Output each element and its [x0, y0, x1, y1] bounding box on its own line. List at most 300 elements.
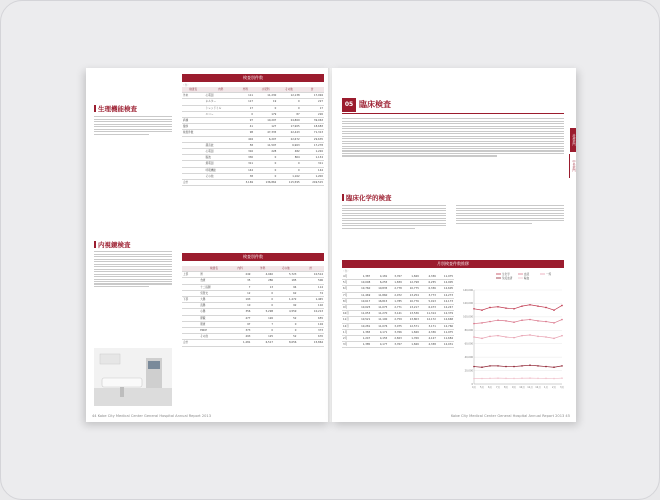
column-header: 外科 [251, 266, 274, 272]
data-point [529, 334, 531, 336]
table-cell: 71,313 [301, 130, 324, 136]
column-header: 内科 [229, 266, 252, 272]
y-tick-label: 20,000 [464, 369, 473, 373]
data-point [481, 309, 483, 311]
table-cell: 3,767 [388, 342, 403, 348]
table-cell: 1,272 [274, 297, 297, 303]
table-cell: 2,759 [388, 317, 403, 323]
column-header: 小児科 [254, 87, 277, 93]
table-cell: 1月 [342, 329, 354, 335]
table-cell: 1,226 [301, 149, 324, 155]
table-cell: 87 [277, 111, 300, 117]
table-cell: 5,013 [420, 298, 437, 304]
monthly-line-chart [458, 270, 566, 396]
table-cell: 115,595 [277, 180, 300, 186]
table-cell: 4,338 [420, 342, 437, 348]
table-cell: 6,207 [254, 136, 277, 142]
table-cell: 404 [237, 136, 254, 142]
table1-unit: （件） [182, 84, 190, 87]
section-number-badge: 05 [342, 98, 356, 112]
column-header: 外科 [237, 87, 254, 93]
table-cell: 10,008 [354, 280, 371, 286]
table-cell: 1,385 [354, 342, 371, 348]
table-cell: 0 [251, 303, 274, 309]
table-cell: 11,469 [354, 292, 371, 298]
table-cell: 506 [297, 278, 324, 284]
data-point [553, 366, 555, 368]
monthly-section-title: 月別検査件数推移 [342, 260, 564, 268]
column-header: 内科 [205, 87, 237, 93]
data-point [473, 378, 475, 380]
table-cell: 12,905 [437, 280, 454, 286]
table-cell: 136,862 [254, 180, 277, 186]
table-cell: 0 [254, 155, 277, 161]
table-cell: 373 [229, 328, 252, 334]
table-cell: 11,314 [420, 311, 437, 317]
table-cell: 食道 [199, 278, 229, 284]
table-cell: 311 [301, 161, 324, 167]
x-tick-label: 4月 [472, 386, 476, 389]
x-tick-label: 6月 [488, 386, 492, 389]
data-point [513, 337, 515, 339]
table-cell: 493 [229, 334, 252, 340]
table-cell: 0 [237, 111, 254, 117]
data-point [481, 366, 483, 368]
data-point [497, 306, 499, 308]
table-cell: 4,940 [251, 272, 274, 278]
table-cell: 2,823 [388, 336, 403, 342]
table-cell: 6,517 [251, 340, 274, 346]
table-cell: 10月 [342, 311, 354, 317]
x-tick-label: 5月 [480, 386, 484, 389]
table-cell: 0 [251, 328, 274, 334]
x-tick-label: 11月 [527, 386, 533, 389]
table-cell: 97 [229, 321, 252, 327]
table-cell: 12,247 [437, 305, 454, 311]
table-cell: 482 [277, 149, 300, 155]
data-point [561, 335, 563, 337]
endoscopy-body-text [94, 250, 172, 288]
data-point [521, 305, 523, 307]
table-cell: エコー [205, 111, 237, 117]
table-cell: ホルター [205, 99, 237, 105]
table-cell: 10 [229, 303, 252, 309]
table-cell: 1,383 [354, 329, 371, 335]
table-cell: 12,798 [403, 280, 420, 286]
table-cell: 11,975 [437, 329, 454, 335]
table-cell: 12,605 [437, 286, 454, 292]
table-cell: 13 [251, 284, 274, 290]
data-point [473, 336, 475, 338]
table-cell: 17,905 [277, 124, 300, 130]
table-cell: 94 [274, 284, 297, 290]
data-point [529, 319, 531, 321]
data-point [529, 377, 531, 379]
table-cell: 52 [274, 315, 297, 321]
table-cell: 6月 [342, 286, 354, 292]
table-cell: 228 [254, 149, 277, 155]
section-title-physiology: 生理機能検査 [94, 104, 137, 113]
data-point [505, 378, 507, 380]
table-cell: 10,776 [403, 298, 420, 304]
table-cell: 24,869 [277, 118, 300, 124]
data-point [497, 335, 499, 337]
data-point [529, 304, 531, 306]
data-point [505, 366, 507, 368]
table-cell: 127 [254, 124, 277, 130]
data-point [545, 307, 547, 309]
table-row [342, 342, 454, 348]
table-cell: 1,769 [403, 336, 420, 342]
table-cell: 3月 [342, 342, 354, 348]
table-cell: 330 [237, 155, 254, 161]
table-cell: 12 [229, 290, 252, 296]
report-spread [86, 68, 576, 422]
table-cell: 2,771 [388, 305, 403, 311]
table-cell: 102 [297, 303, 324, 309]
table-cell: 11,270 [371, 311, 388, 317]
column-header: その他 [277, 87, 300, 93]
table-cell: 249 [229, 272, 252, 278]
table-cell: 3,075 [388, 323, 403, 329]
table-cell: 373 [297, 328, 324, 334]
data-point [497, 319, 499, 321]
table-cell: 92 [274, 303, 297, 309]
data-point [561, 319, 563, 321]
data-point [473, 366, 475, 368]
column-header: その他 [274, 266, 297, 272]
table2-title: 検査別件数 [182, 253, 324, 261]
table-cell: 4,177 [371, 342, 388, 348]
side-tab-clinical: 診療部門 [570, 128, 576, 152]
table-cell: 4,336 [420, 274, 437, 280]
table-cell: 10,835 [371, 286, 388, 292]
table-cell: 4,181 [371, 274, 388, 280]
table-cell: 4,155 [371, 336, 388, 342]
table-cell: 311 [237, 161, 254, 167]
table-cell: 6,255 [371, 280, 388, 286]
table-cell: 17 [301, 105, 324, 111]
section-title-endoscopy: 内視鏡検査 [94, 240, 131, 249]
subsection-title-clinical-chemistry: 臨床化学的検査 [342, 193, 392, 202]
table-cell: 3,171 [420, 323, 437, 329]
table-cell: 胃 [199, 272, 229, 278]
clinical-chem-text-col2 [456, 204, 564, 225]
table-cell: 286 [251, 278, 274, 284]
table2 [182, 266, 324, 347]
table-cell: 39,063 [301, 118, 324, 124]
data-point [505, 307, 507, 309]
table-cell: 12,766 [437, 323, 454, 329]
y-tick-label: 60,000 [464, 342, 473, 346]
table-cell: 22,443 [277, 130, 300, 136]
table-cell: その他 [205, 173, 237, 179]
table-cell: 17,278 [301, 142, 324, 148]
table-cell: 0 [254, 161, 277, 167]
legend-label: 輸血 [524, 276, 530, 280]
monthly-table-unit: （件） [342, 270, 350, 273]
series-line [474, 305, 562, 310]
table-cell: 0 [251, 297, 274, 303]
table-cell: 249,515 [301, 180, 324, 186]
table-cell: 下部 [182, 297, 199, 303]
table-cell: 10,297 [254, 118, 277, 124]
table-cell: 17,994 [301, 93, 324, 99]
table-cell: 52 [274, 334, 297, 340]
table-cell: 12,173 [437, 298, 454, 304]
table-cell: 356 [229, 309, 252, 315]
table-cell: 9月 [342, 305, 354, 311]
table-cell: 13,217 [403, 305, 420, 311]
side-tab-central: 中央部門 [569, 154, 576, 178]
y-tick-label: 0 [471, 382, 473, 386]
table-cell: 膵臓 [199, 315, 229, 321]
data-point [521, 319, 523, 321]
data-point [521, 365, 523, 367]
table-cell: 670 [297, 334, 324, 340]
table-cell: 1,247 [354, 336, 371, 342]
table-cell: 0 [274, 328, 297, 334]
table-cell: 合計 [182, 180, 205, 186]
table-cell: 11,684 [437, 336, 454, 342]
table-cell: 2月 [342, 336, 354, 342]
table-cell: 38 [237, 173, 254, 179]
table-cell: 4月 [342, 274, 354, 280]
table-cell: 8月 [342, 298, 354, 304]
table-cell: 17 [237, 105, 254, 111]
table-cell: 22,672 [277, 136, 300, 142]
table-row [182, 340, 324, 346]
table-cell: 655 [297, 315, 324, 321]
data-point [481, 338, 483, 340]
table-cell: 4,336 [420, 329, 437, 335]
table-cell: 4,559 [274, 309, 297, 315]
clinical-lab-body-text [342, 117, 564, 158]
table-cell: 1,839 [388, 280, 403, 286]
table-cell: 上部 [182, 272, 199, 278]
data-point [481, 378, 483, 380]
table-cell: 0 [251, 290, 274, 296]
right-page [332, 68, 576, 422]
table-cell: 3,767 [388, 274, 403, 280]
table-cell: 直腸 [199, 303, 229, 309]
table-cell: 144 [237, 167, 254, 173]
table-cell: 12,031 [437, 342, 454, 348]
table-cell: 477 [229, 315, 252, 321]
table-cell: 5,723 [274, 272, 297, 278]
table-cell: 13,803 [403, 317, 420, 323]
table-cell: 2,072 [388, 292, 403, 298]
data-point [545, 336, 547, 338]
title-rule [342, 113, 564, 114]
x-tick-label: 8月 [504, 386, 508, 389]
table-cell: 7 [229, 284, 252, 290]
table-cell: 12,138 [277, 93, 300, 99]
data-point [553, 378, 555, 380]
table-cell [205, 180, 237, 186]
table-cell: 1,849 [403, 342, 420, 348]
table-cell: 12,668 [437, 317, 454, 323]
table-cell: トレッドミル [205, 105, 237, 111]
table-cell: 0 [254, 167, 277, 173]
data-point [489, 365, 491, 367]
table1-title: 検査別件数 [182, 74, 324, 82]
series-line [474, 320, 562, 324]
table-cell: 12月 [342, 323, 354, 329]
left-page [86, 68, 330, 422]
table-cell: 0 [277, 167, 300, 173]
series-line [474, 378, 562, 379]
x-tick-label: 7月 [496, 386, 500, 389]
table-cell: 7 [251, 321, 274, 327]
table-cell: 0 [254, 173, 277, 179]
table-cell: 3,141 [388, 311, 403, 317]
table-cell: ERCP [199, 328, 229, 334]
table-cell: 胆道 [199, 321, 229, 327]
series-line [474, 365, 562, 367]
table-cell: 10,213 [297, 309, 324, 315]
table-cell: 7月 [342, 292, 354, 298]
left-page-footer: 44 Kobe City Medical Center General Hospital Annual Report 2013 [92, 414, 212, 418]
table-cell: 11月 [342, 317, 354, 323]
table-row [182, 180, 324, 186]
table-cell: 11,053 [354, 311, 371, 317]
table-cell: 小腸 [199, 309, 229, 315]
table-cell: 10,281 [354, 323, 371, 329]
data-point [537, 320, 539, 322]
table-cell: 5月 [342, 280, 354, 286]
table-cell: 58 [237, 142, 254, 148]
data-point [505, 336, 507, 338]
x-tick-label: 1月 [544, 386, 548, 389]
right-page-footer: Kobe City Medical Center General Hospital Annual Report 2013 45 [450, 414, 570, 418]
table-cell: 十二指腸 [199, 284, 229, 290]
table-cell: 11,075 [371, 305, 388, 311]
table-cell: 0 [277, 99, 300, 105]
table-cell: 5,298 [251, 309, 274, 315]
table-cell: 16,815 [371, 298, 388, 304]
data-point [545, 321, 547, 323]
x-tick-label: 9月 [512, 386, 516, 389]
table-cell: 12,273 [437, 292, 454, 298]
data-point [553, 338, 555, 340]
table-cell: 18,683 [301, 124, 324, 130]
data-point [497, 377, 499, 379]
table-cell: 226 [301, 111, 324, 117]
table-cell: 1,849 [403, 274, 420, 280]
table-cell: 47,335 [254, 130, 277, 136]
table-cell: 合計 [182, 340, 199, 346]
table-cell: 6,473 [420, 305, 437, 311]
data-point [481, 322, 483, 324]
table-cell: 4,127 [420, 336, 437, 342]
table-cell: 12,379 [437, 311, 454, 317]
table-cell: 1,281 [229, 340, 252, 346]
table-cell: 8,056 [274, 340, 297, 346]
y-tick-label: 100,000 [463, 315, 473, 319]
data-point [489, 307, 491, 309]
data-point [513, 321, 515, 323]
table-cell: 1,849 [403, 329, 420, 335]
table-cell: 104 [297, 321, 324, 327]
y-tick-label: 40,000 [464, 355, 473, 359]
table-cell: 227 [301, 99, 324, 105]
table-cell: 10,521 [354, 317, 371, 323]
table-cell: 4,171 [371, 329, 388, 335]
x-tick-label: 2月 [552, 386, 556, 389]
table-cell: 10,514 [297, 272, 324, 278]
data-point [545, 366, 547, 368]
table-cell: 1,387 [354, 274, 371, 280]
data-point [505, 320, 507, 322]
table-cell: 144 [301, 167, 324, 173]
table-cell: 外来 [182, 93, 205, 99]
table-cell: 筋電図 [205, 161, 237, 167]
data-point [529, 364, 531, 366]
data-point [473, 308, 475, 310]
endoscopy-room-photo [94, 348, 172, 406]
table-cell: 11,860 [371, 292, 388, 298]
data-point [521, 377, 523, 379]
legend-label: 一般 [546, 272, 552, 276]
table-cell: 1,134 [301, 155, 324, 161]
table-cell: 41 [237, 124, 254, 130]
table-cell: 0 [277, 161, 300, 167]
table-cell: 125 [251, 334, 274, 340]
table-cell: 74 [297, 290, 324, 296]
table-cell: 1,785 [388, 298, 403, 304]
table-cell: 大腸 [199, 297, 229, 303]
table-cell: 1,200 [301, 173, 324, 179]
table-cell: 検査件数 [182, 130, 205, 136]
table-cell: 超音波 [205, 142, 237, 148]
x-tick-label: 10月 [519, 386, 525, 389]
section-title-clinical-lab: 臨床検査 [359, 100, 391, 109]
table-cell: 29,635 [301, 136, 324, 142]
table-cell: 11,597 [254, 142, 277, 148]
table-cell: 3,169 [237, 180, 254, 186]
table-cell: 10,760 [354, 286, 371, 292]
table-cell: 11,100 [371, 317, 388, 323]
table-cell: 6,255 [420, 280, 437, 286]
series-line [474, 335, 562, 338]
data-point [489, 321, 491, 323]
table-cell: 脳波 [205, 155, 237, 161]
table-cell: 1,465 [297, 297, 324, 303]
data-point [513, 366, 515, 368]
y-tick-label: 80,000 [464, 329, 473, 333]
table-cell: 2,778 [388, 286, 403, 292]
table-cell: 0 [274, 321, 297, 327]
table-cell: 114 [297, 284, 324, 290]
column-header: 計 [297, 266, 324, 272]
table-cell: 111 [237, 93, 254, 99]
data-point [561, 305, 563, 307]
x-tick-label: 3月 [560, 386, 564, 389]
data-point [553, 322, 555, 324]
data-point [489, 377, 491, 379]
table-cell: 1,162 [277, 173, 300, 179]
data-point [513, 378, 515, 380]
table-cell: 10,025 [354, 305, 371, 311]
table-cell: 62 [274, 290, 297, 296]
data-point [537, 377, 539, 379]
physiology-body-text [94, 115, 172, 136]
data-point [521, 335, 523, 337]
column-header: 検査名 [199, 266, 229, 272]
table-cell: 心電図 [205, 149, 237, 155]
table-cell: 10,775 [403, 286, 420, 292]
